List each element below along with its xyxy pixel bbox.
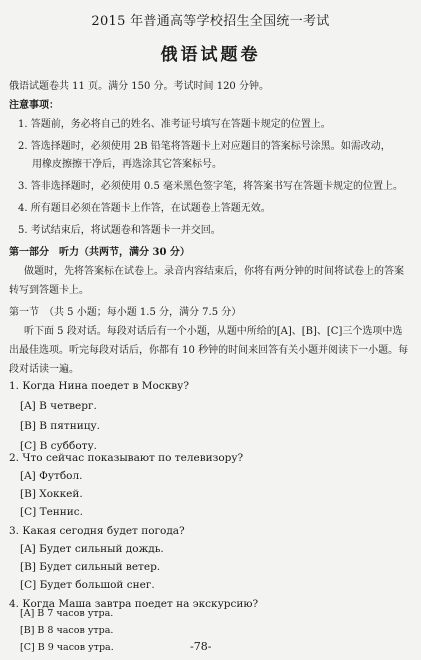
question-1: 1. Когда Нина поедет в Москву? (9, 380, 189, 392)
question-2-option-a: [A] Футбол. (20, 470, 83, 482)
question-2: 2. Что сейчас показывают по телевизору? (9, 452, 244, 464)
question-1-option-b: [B] В пятницу. (20, 420, 100, 432)
page-number: -78- (190, 640, 212, 653)
notice-item-2: 2. 答选择题时，必须使用 2B 铅笔将答题卡上对应题目的答案标号涂黑。如需改动， (18, 141, 391, 152)
exam-title: 2015 年普通高等学校招生全国统一考试 (91, 14, 330, 29)
question-2-option-c: [C] Теннис. (20, 506, 83, 518)
question-4: 4. Когда Маша завтра поедет на экскурсию? (9, 598, 259, 610)
section1-desc-3: 段对话读一遍。 (9, 364, 79, 375)
part1-title: 第一部分 听力（共两节，满分 30 分） (9, 247, 190, 258)
question-3: 3. Какая сегодня будет погода? (9, 525, 185, 537)
section1-desc-1: 听下面 5 段对话。每段对话后有一个小题，从题中所给的[A]、[B]、[C]三个选项中选 (24, 326, 403, 337)
question-3-option-c: [C] Будет большой снег. (20, 579, 155, 591)
part1-desc-2: 转写到答题卡上。 (9, 285, 89, 296)
notice-item-1: 1. 答题前，务必将自己的姓名、准考证号填写在答题卡规定的位置上。 (18, 119, 331, 130)
notice-item-4: 4. 所有题目必须在答题卡上作答，在试题卷上答题无效。 (18, 203, 271, 214)
section1-title: 第一节 （共 5 小题；每小题 1.5 分，满分 7.5 分） (9, 307, 242, 318)
question-4-option-c: [C] В 9 часов утра. (20, 642, 114, 653)
question-4-option-b: [B] В 8 часов утра. (20, 625, 114, 636)
notice-item-3: 3. 答非选择题时，必须使用 0.5 毫米黑色签字笔，将答案书写在答题卡规定的位置上。 (18, 181, 403, 192)
notice-item-2-cont: 用橡皮擦擦干净后，再选涂其它答案标号。 (32, 159, 222, 170)
notice-item-5: 5. 考试结束后，将试题卷和答题卡一并交回。 (18, 225, 221, 236)
question-4-option-a: [A] В 7 часов утра. (20, 608, 114, 619)
document-title: 俄语试题卷 (160, 45, 261, 65)
question-2-option-b: [B] Хоккей. (20, 488, 83, 500)
notice-title: 注意事项： (9, 100, 59, 111)
section1-desc-2: 出最佳选项。听完每段对话后，你都有 10 秒钟的时间来回答有关小题并阅读下一小题。每 (9, 345, 409, 356)
part1-desc-1: 做题时，先将答案标在试卷上。录音内容结束后，你将有两分钟的时间将试卷上的答案 (24, 266, 404, 277)
question-1-option-c: [C] В субботу. (20, 440, 97, 452)
question-3-option-a: [A] Будет сильный дождь. (20, 543, 164, 555)
question-3-option-b: [B] Будет сильный ветер. (20, 561, 161, 573)
intro-text: 俄语试题卷共 11 页。满分 150 分。考试时间 120 分钟。 (9, 81, 269, 92)
question-1-option-a: [A] В четверг. (20, 400, 97, 412)
